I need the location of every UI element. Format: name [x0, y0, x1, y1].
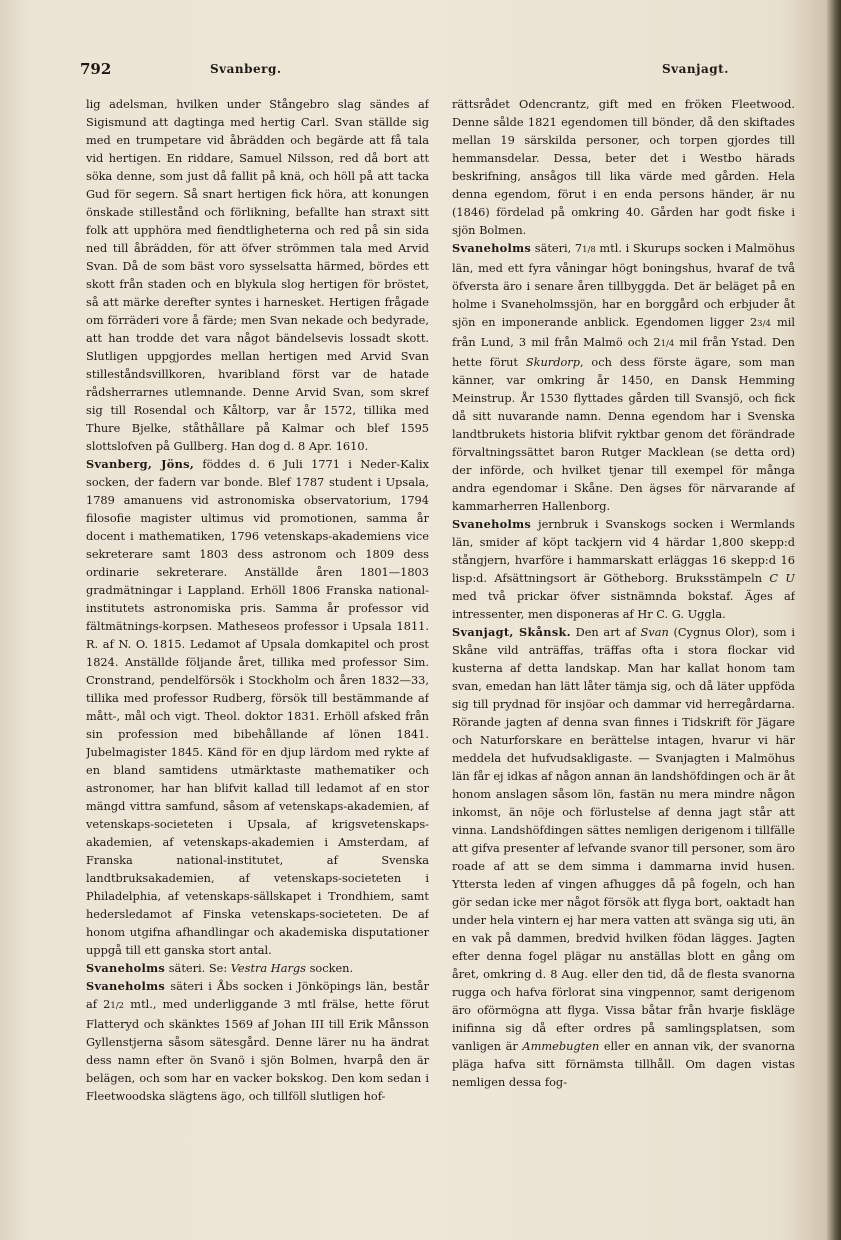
entry-heading: Svanjagt, Skånsk.: [452, 625, 571, 639]
right-column: [452, 95, 795, 1215]
entry-heading: Svaneholms: [452, 517, 532, 531]
left-running-head: Svanberg.: [210, 62, 282, 76]
fraction: 1/4: [660, 339, 675, 349]
entry-heading: Svaneholms: [452, 241, 532, 255]
entry-svaneholms-jernbruk: Svaneholms jernbruk i Svanskogs socken i Wermlands län, smider af köpt tackjern vid 4 härdar 1,800 skepp:d stångjern, hvarföre i hammarskatt erläggas 16 skepp:d 16 lisp:d. Afsättningsort är Götheborg. Bruksstämpeln C U med två prickar öfver sistnämnda bokstaf. Äges af intressenter, men disponeras af Hr C. G. Uggla.: [452, 517, 795, 621]
entry-heading: Svaneholms: [86, 979, 166, 993]
entry-svaneholms-vestra-hargs: Svaneholms säteri. Se: Vestra Hargs socken.: [86, 961, 354, 975]
paragraph-svaneholms-continued: rättsrådet Odencrantz, gift med en fröken Fleetwood. Denne sålde 1821 egendomen till bönder, då den skiftades mellan 19 särskilda personer, och torpen gjordes till hemmansdelar. Dessa, beter det i Westbo härads beskrifning, ansågos till lika värde med gården. Hela denna egendom, förut i en enda persons händer, är nu (1846) fördelad på omkring 40. Gården har godt fiske i sjön Bolmen.: [452, 97, 795, 237]
entry-svaneholms-abs: Svaneholms säteri i Åbs socken i Jönköpings län, består af 21/2 mtl., med underliggande 3 mtl frälse, hette förut Flatteryd och skänktes 1569 af Johan III till Erik Månsson Gyllenstjerna såsom sätesgård. Denne lärer nu ha ändrat dess namn efter ön Svanö i sjön Bolmen, hvarpå den är belägen, och som har en vacker bokskog. Den kom sedan i Fleetwoodska slägtens ägo, och tillföll slutligen hof-: [86, 979, 429, 1103]
fraction: 1/2: [110, 1001, 125, 1011]
right-running-head: Svanjagt.: [662, 62, 729, 76]
entry-heading: Svaneholms: [86, 961, 166, 975]
entry-svanjagt-skansk: Svanjagt, Skånsk. Den art af Svan (Cygnus Olor), som i Skåne vild anträffas, träffas ofta i stora flockar vid kusterna af detta landskap. Man har kallat honom tam svan, emedan han lätt låter tämja sig, och då läter uppföda sig till prydnad för insjöar och dammar vid herregårdarna. Rörande jagten af denna svan finnes i Tidskrift för Jägare och Naturforskare en berättelse intagen, hvarur vi här meddela det hufvudsakligaste. — Svanjagten i Malmöhus län får ej idkas af någon annan än landshöfdingen och är åt honom anslagen såsom lön, fastän nu mera mindre någon inkomst, än nöje och förlustelse af denna jagt står att vinna. Landshöfdingen sättes nemligen derigenom i tillfälle att gifva presenter af lefvande svanor till personer, som äro roade af att se dem simma i dammarna invid husen. Yttersta leden af vingen afhugges då på fogeln, och han gör sedan icke mer något försök att flyga bort, oaktadt han under hela vintern ej har mera vatten att svänga sig uti, än en vak på dammen, bredvid hvilken födan lägges. Jagten efter denna fogel plägar nu anställas blott en gång om året, omkring d. 8 Aug. eller den tid, då de flesta svanorna rugga och hafva förlorat sina vingpennor, samt derigenom äro oförmögna att flyga. Vissa båtar från hvarje fiskläge inifinna sig då efter ordres på samlingsplatsen, som vanligen är Ammebugten eller en annan vik, der svanorna pläga hafva sitt förnämsta tillhåll. Om dagen vistas nemligen dessa fog-: [452, 625, 795, 1089]
fraction: 3/4: [757, 319, 771, 329]
entry-svaneholms-skurup: Svaneholms säteri, 71/8 mtl. i Skurups socken i Malmöhus län, med ett fyra våningar högt boningshus, hvaraf de två öfversta äro i senare åren tillbyggda. Det är beläget på en holme i Svaneholmssjön, har en borggård och erbjuder åt sjön en imponerande anblick. Egendomen ligger 23/4 mil från Lund, 3 mil från Malmö och 21/4 mil från Ystad. Den hette förut Skurdorp, och dess förste ägare, som man känner, var omkring år 1450, en Dansk Hemming Meinstrup. År 1530 flyttades gården till Svansjö, och fick då sitt nuvarande namn. Denna egendom har i Svenska landtbrukets historia blifvit ryktbar genom det förändrade förvaltningssättet baron Rutger Macklean (se detta ord) der införde, och hvilket tjenar till exempel för många andra egendomar i Skåne. Den ägses för närvarande af kammarherren Hallenborg.: [452, 241, 795, 513]
page-header: [80, 60, 798, 84]
page-number: 792: [80, 60, 112, 78]
fraction: 1/8: [582, 245, 596, 255]
entry-heading: Svanberg, Jöns,: [86, 457, 195, 471]
paragraph-arvid-svan: lig adelsman, hvilken under Stångebro slag sändes af Sigismund att dagtinga med hertig Carl. Svan ställde sig med en trumpetare vid åbrädden och begärde att få tala vid hertigen. En riddare, Samuel Nilsson, red då bort att söka denne, som just då fallit på knä, och höll på att tacka Gud för segern. Så snart hertigen fick höra, att konungen önskade stillestånd och förlikning, befallte han straxt sitt folk att upphöra med fiendtligheterna och red på sin sida ned till åbrädden, för att öfver strömmen tala med Arvid Svan. Då de som bäst voro sysselsatta härmed, bördes ett skott från staden och en blykula slog hertigen för bröstet, så att märke derefter syntes i harnesket. Hertigen frågade om förräderi vore å färde; men Svan nekade och bedyrade, att han trodde det vara något bändelsevis lossadt skott. Slutligen uppgjordes mellan hertigen med Arvid Svan stilleståndsvillkoren, hvaribland först var de hatade rådsherrarnes utlemnande. Denne Arvid Svan, som skref sig till Rosendal och Kåltorp, var år 1572, tillika med Thure Bjelke, ståthållare på Kalmar och blef 1595 slottslofven på Gullberg. Han dog d. 8 Apr. 1610.: [86, 97, 429, 453]
entry-svanberg-jons: Svanberg, Jöns, föddes d. 6 Juli 1771 i Neder-Kalix socken, der fadern var bonde. Blef 1787 student i Upsala, 1789 amanuens vid astronomiska observatorium, 1794 filosofie magister ultimus vid promotionen, samma år docent i mathematiken, 1796 vetenskaps-akademiens vice sekreterare samt 1803 dess astronom och 1809 dess ordinarie sekreterare. Anställde åren 1801—1803 gradmätningar i Lappland. Erhöll 1806 Franska national-institutets astronomiska pris. Samma år professor vid fältmätnings-korpsen. Matheseos professor i Upsala 1811. R. af N. O. 1815. Ledamot af Upsala domkapitel och prost 1824. Anställde följande året, tillika med professor Sim. Cronstrand, pendelförsök i Stockholm och åren 1832—33, tillika med professor Rudberg, försök till bestämmande af mått-, mål och vigt. Theol. doktor 1831. Erhöll afsked från sin profession med bibehållande af lönen 1841. Jubelmagister 1845. Känd för en djup lärdom med rykte af en bland samtidens utmärktaste mathematiker och astronomer, har han blifvit kallad till ledamot af en stor mängd vittra samfund, såsom af vetenskaps-akademien, af vetenskaps-societeten i Upsala, af krigsvetenskaps-akademien, af vetenskaps-akademien i Amsterdam, af Franska national-institutet, af Svenska landtbruksakademien, af vetenskaps-societeten i Philadelphia, af vetenskaps-sällskapet i Trondhiem, samt hedersledamot af Finska vetenskaps-societeten. De af honom utgifna afhandlingar och akademiska disputationer uppgå till ett ganska stort antal.: [86, 457, 429, 957]
left-column: [86, 95, 429, 1215]
